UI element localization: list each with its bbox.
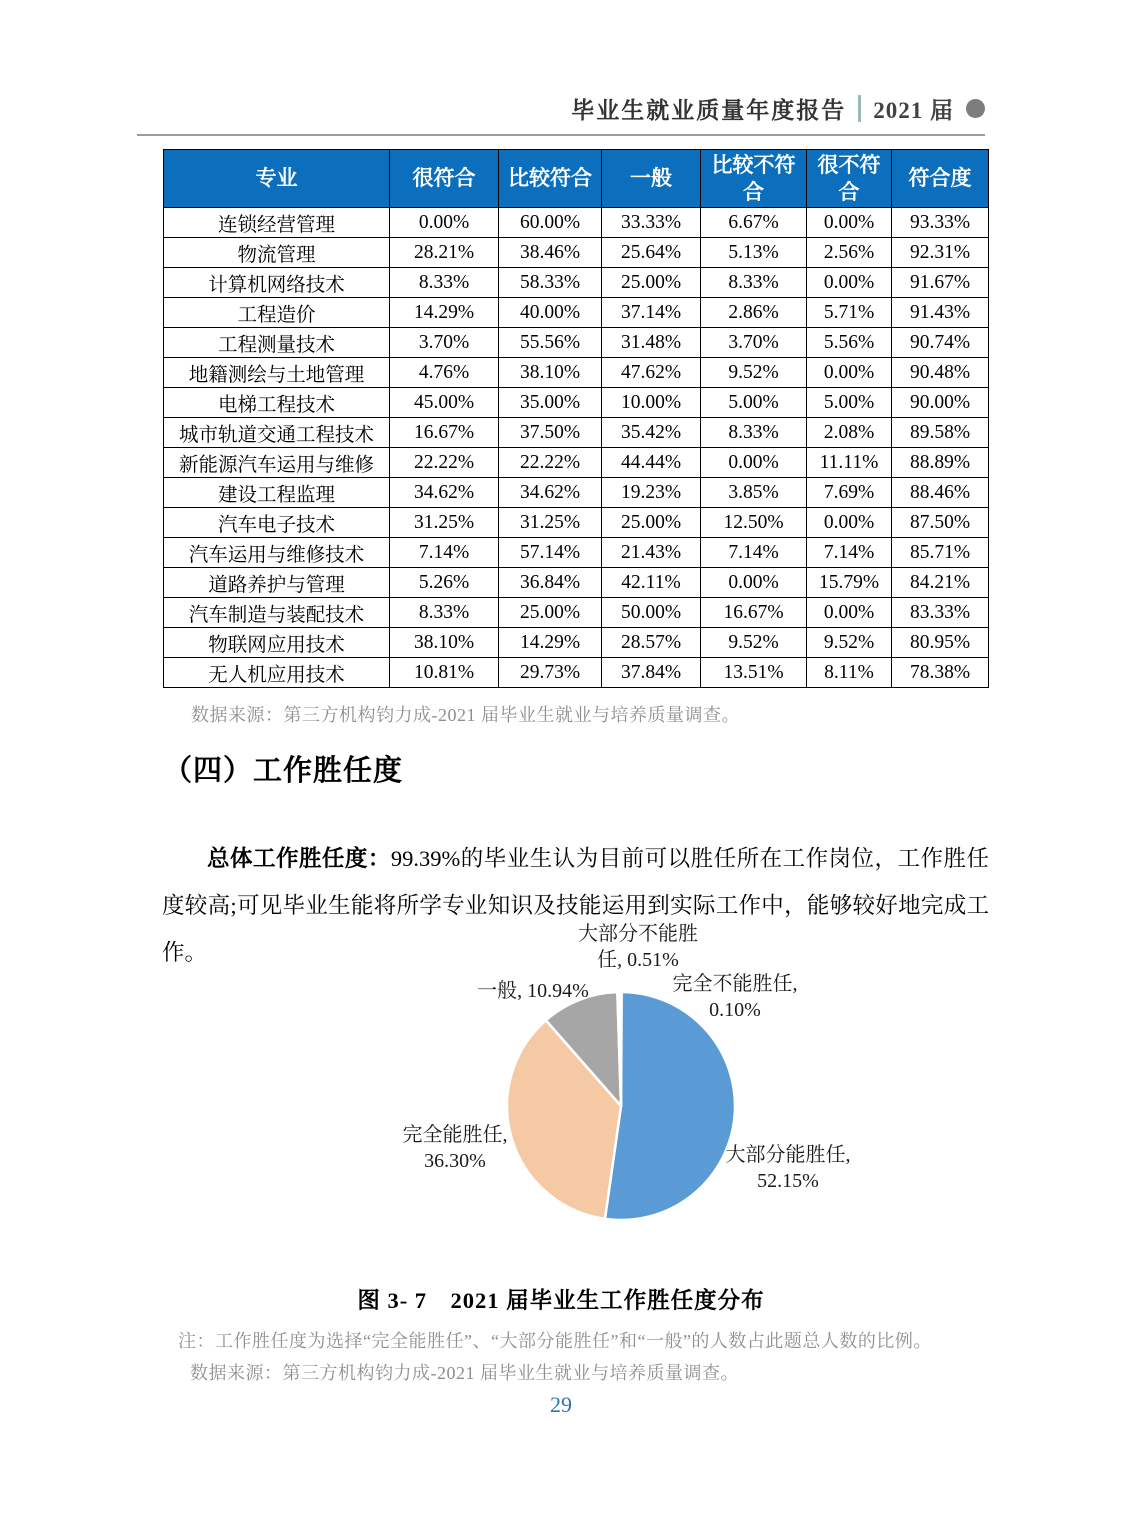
table-cell: 89.58% (892, 418, 989, 448)
table-cell: 建设工程监理 (164, 478, 390, 508)
table-cell: 2.86% (701, 298, 807, 328)
page-number: 29 (550, 1392, 572, 1417)
table-cell: 7.14% (390, 538, 499, 568)
table-cell: 城市轨道交通工程技术 (164, 418, 390, 448)
pie-label (563, 921, 713, 973)
table-cell: 50.00% (602, 598, 701, 628)
table-cell: 90.48% (892, 358, 989, 388)
table-cell: 计算机网络技术 (164, 268, 390, 298)
table-header-cell: 一般 (602, 150, 701, 208)
table-cell: 8.11% (807, 658, 892, 688)
circle-icon (966, 99, 985, 118)
pie-label-line: 一般, 10.94% (477, 980, 589, 1002)
header-rule (137, 134, 985, 136)
table-row (164, 538, 989, 568)
pie-label-line: 0.10% (709, 999, 761, 1021)
table-cell: 8.33% (390, 268, 499, 298)
table-header-row (164, 150, 989, 208)
table-cell: 91.67% (892, 268, 989, 298)
table-cell: 0.00% (807, 508, 892, 538)
table-cell: 工程测量技术 (164, 328, 390, 358)
figure-caption: 图 3- 7 2021 届毕业生工作胜任度分布 (357, 1288, 765, 1313)
table-cell: 地籍测绘与土地管理 (164, 358, 390, 388)
table-cell: 47.62% (602, 358, 701, 388)
figure-source-note: 数据来源：第三方机构钧力成-2021 届毕业生就业与培养质量调查。 (190, 1363, 739, 1383)
table-cell: 15.79% (807, 568, 892, 598)
table-cell: 36.84% (499, 568, 602, 598)
table-cell: 29.73% (499, 658, 602, 688)
table-header-cell: 比较不符合 (701, 150, 807, 208)
pie-label-line: 大部分不能胜 (578, 923, 698, 945)
table-cell: 34.62% (390, 478, 499, 508)
table-cell: 45.00% (390, 388, 499, 418)
table-row (164, 298, 989, 328)
table-cell: 37.14% (602, 298, 701, 328)
table-cell: 55.56% (499, 328, 602, 358)
table-cell: 31.48% (602, 328, 701, 358)
table-cell: 5.13% (701, 238, 807, 268)
table-cell: 0.00% (807, 598, 892, 628)
table-cell: 10.81% (390, 658, 499, 688)
table-row (164, 268, 989, 298)
pie-label-line: 大部分能胜任, (725, 1144, 851, 1166)
table-cell: 2.56% (807, 238, 892, 268)
table-cell: 16.67% (390, 418, 499, 448)
table-cell: 25.00% (499, 598, 602, 628)
table-row (164, 508, 989, 538)
table-row (164, 448, 989, 478)
table-cell: 25.64% (602, 238, 701, 268)
table-cell: 11.11% (807, 448, 892, 478)
table-cell: 13.51% (701, 658, 807, 688)
table-cell: 5.00% (807, 388, 892, 418)
year-badge: 2021 届 (873, 98, 954, 123)
pie-label (660, 971, 810, 1023)
table-cell: 14.29% (499, 628, 602, 658)
table-cell: 汽车运用与维修技术 (164, 538, 390, 568)
pie-label-line: 52.15% (757, 1170, 819, 1192)
table-cell: 35.42% (602, 418, 701, 448)
pie-label (380, 1122, 530, 1174)
table-cell: 37.84% (602, 658, 701, 688)
table-cell: 60.00% (499, 208, 602, 238)
table-cell: 9.52% (701, 358, 807, 388)
table-cell: 25.00% (602, 268, 701, 298)
table-cell: 2.08% (807, 418, 892, 448)
table-cell: 电梯工程技术 (164, 388, 390, 418)
table-cell: 汽车电子技术 (164, 508, 390, 538)
table-cell: 38.10% (390, 628, 499, 658)
table-cell: 84.21% (892, 568, 989, 598)
table-header-cell: 很不符合 (807, 150, 892, 208)
table-cell: 16.67% (701, 598, 807, 628)
table-cell: 31.25% (499, 508, 602, 538)
table-cell: 83.33% (892, 598, 989, 628)
pie-label-line: 任, 0.51% (597, 949, 679, 971)
table-header-cell: 很符合 (390, 150, 499, 208)
major-compliance-table (163, 149, 989, 688)
table-cell: 6.67% (701, 208, 807, 238)
header-divider (858, 95, 861, 122)
table-cell: 58.33% (499, 268, 602, 298)
table-cell: 14.29% (390, 298, 499, 328)
table-cell: 12.50% (701, 508, 807, 538)
table-cell: 90.00% (892, 388, 989, 418)
table-row (164, 208, 989, 238)
table-cell: 22.22% (390, 448, 499, 478)
table-row (164, 658, 989, 688)
table-cell: 38.46% (499, 238, 602, 268)
table-cell: 工程造价 (164, 298, 390, 328)
page-header (571, 92, 985, 125)
table-header-cell: 专业 (164, 150, 390, 208)
table-cell: 21.43% (602, 538, 701, 568)
table-cell: 0.00% (701, 568, 807, 598)
table-cell: 3.85% (701, 478, 807, 508)
table-row (164, 328, 989, 358)
table-cell: 5.71% (807, 298, 892, 328)
table-row (164, 238, 989, 268)
table-row (164, 388, 989, 418)
table-cell: 道路养护与管理 (164, 568, 390, 598)
table-cell: 42.11% (602, 568, 701, 598)
table-cell: 9.52% (807, 628, 892, 658)
table-cell: 0.00% (390, 208, 499, 238)
table-cell: 8.33% (701, 418, 807, 448)
table-cell: 连锁经营管理 (164, 208, 390, 238)
table-cell: 3.70% (701, 328, 807, 358)
table-cell: 57.14% (499, 538, 602, 568)
table-cell: 37.50% (499, 418, 602, 448)
table-header-cell: 符合度 (892, 150, 989, 208)
table-cell: 19.23% (602, 478, 701, 508)
table-cell: 44.44% (602, 448, 701, 478)
table-row (164, 358, 989, 388)
table-cell: 34.62% (499, 478, 602, 508)
table-cell: 88.89% (892, 448, 989, 478)
table-cell: 7.14% (807, 538, 892, 568)
table-row (164, 478, 989, 508)
table-row (164, 418, 989, 448)
table-header-cell: 比较符合 (499, 150, 602, 208)
pie-label (708, 1142, 868, 1194)
table-cell: 7.69% (807, 478, 892, 508)
table-cell: 5.56% (807, 328, 892, 358)
table-cell: 0.00% (807, 358, 892, 388)
table-cell: 0.00% (807, 208, 892, 238)
pie-chart (370, 918, 870, 1268)
table-row (164, 598, 989, 628)
table-cell: 25.00% (602, 508, 701, 538)
table-cell: 0.00% (807, 268, 892, 298)
table-cell: 10.00% (602, 388, 701, 418)
table-cell: 无人机应用技术 (164, 658, 390, 688)
table-cell: 汽车制造与装配技术 (164, 598, 390, 628)
report-title: 毕业生就业质量年度报告 (571, 98, 847, 123)
pie-label-line: 完全能胜任, (402, 1124, 508, 1146)
table-cell: 40.00% (499, 298, 602, 328)
table-head (164, 150, 989, 208)
table-cell: 8.33% (701, 268, 807, 298)
table-cell: 88.46% (892, 478, 989, 508)
table-cell: 90.74% (892, 328, 989, 358)
table-cell: 0.00% (701, 448, 807, 478)
table-body (164, 208, 989, 688)
table-cell: 87.50% (892, 508, 989, 538)
table-cell: 物流管理 (164, 238, 390, 268)
table-cell: 3.70% (390, 328, 499, 358)
table-cell: 33.33% (602, 208, 701, 238)
table-cell: 22.22% (499, 448, 602, 478)
paragraph-lead: 总体工作胜任度： (207, 845, 391, 871)
table-cell: 31.25% (390, 508, 499, 538)
table-cell: 5.26% (390, 568, 499, 598)
table-cell: 4.76% (390, 358, 499, 388)
table-row (164, 628, 989, 658)
pie-label (448, 978, 618, 1004)
table-cell: 28.21% (390, 238, 499, 268)
table-cell: 91.43% (892, 298, 989, 328)
table-cell: 92.31% (892, 238, 989, 268)
section-heading: （四）工作胜任度 (163, 755, 404, 787)
table-cell: 5.00% (701, 388, 807, 418)
table-cell: 9.52% (701, 628, 807, 658)
paragraph-body: 99.39%的毕业生认为目前可以胜任所在工作岗位，工作胜任度较高;可见毕业生能将所学专业知识及技能运用到实际工作中，能够较好地完成工作。 (162, 845, 989, 965)
table-row (164, 568, 989, 598)
table-cell: 7.14% (701, 538, 807, 568)
table-cell: 8.33% (390, 598, 499, 628)
figure-note: 注：工作胜任度为选择“完全能胜任”、“大部分能胜任”和“一般”的人数占此题总人数的比例。 (178, 1331, 932, 1351)
table-cell: 物联网应用技术 (164, 628, 390, 658)
table-cell: 新能源汽车运用与维修 (164, 448, 390, 478)
table-cell: 85.71% (892, 538, 989, 568)
pie-label-line: 完全不能胜任, (672, 973, 798, 995)
pie-label-line: 36.30% (424, 1150, 486, 1172)
table-source-note: 数据来源：第三方机构钧力成-2021 届毕业生就业与培养质量调查。 (191, 705, 740, 725)
table-cell: 35.00% (499, 388, 602, 418)
table-cell: 38.10% (499, 358, 602, 388)
table-cell: 28.57% (602, 628, 701, 658)
table-cell: 78.38% (892, 658, 989, 688)
table-cell: 80.95% (892, 628, 989, 658)
table-cell: 93.33% (892, 208, 989, 238)
